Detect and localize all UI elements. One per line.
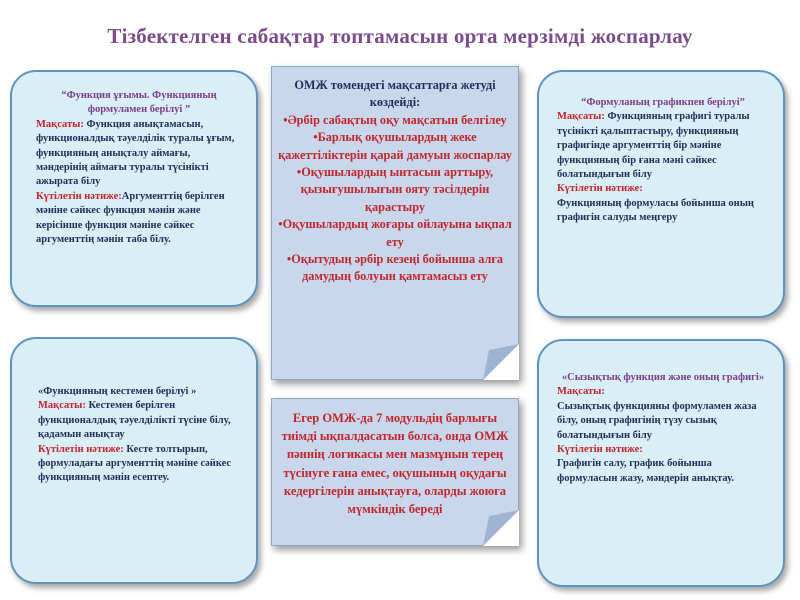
goals-note [271,66,519,380]
goal-text: Функция анықтамасын, функционалдық тәуелділік туралы ұғым, функцияның анықталу аймағы, мәндерінің аймағы туралы түсінікті ажырата білу [36,118,235,188]
integration-note [271,398,519,546]
goal-label: Мақсаты: [38,400,86,412]
goal-bullet: •Оқытудың әрбір кезеңі бойынша алға дамудың болуын қамтамасыз ету [286,252,504,284]
goal-bullet: •Барлық оқушылардың жеке қажеттіліктерін қарай дамуын жоспарлау [278,130,512,162]
goal-text: Функцияның графигі туралы түсінікті қалыптастыру, функцияның графигінде аргументтің бір мәніне функцияның бір ғана мәні сәйкес болатындығын білу [557,111,750,181]
result-text: Аргументтің берілген мәніне сәйкес функция мәнін және керісінше функция мәніне сәйкес аргументтің мәнін таба білу. [36,190,225,246]
slide-title: Тізбектелген сабақтар топтамасын орта мерзімді жоспарлау [107,24,693,48]
lesson-card-linear-function [537,339,785,587]
goal-bullet: •Оқушылардың ынтасын арттыру, қызығушылығын ояту тәсілдерін қарастыру [296,165,494,214]
goal-label: Мақсаты: [557,111,605,123]
result-label: Күтілетін нәтиже: [38,443,124,455]
card-heading: «Функцияның кестемен берілуі » [38,386,197,397]
goal-label: Мақсаты: [36,118,84,130]
result-label: Күтілетін нәтиже: [36,190,122,202]
card-heading: “Формуланың графикпен берілуі” [581,97,745,108]
page-fold-icon [483,510,519,546]
card-heading: «Сызықтық функция және оның графигі» [561,372,765,383]
result-text: Функцияның формуласы бойынша оның графигін салуды меңгеру [557,197,754,224]
goals-intro: ОМЖ төмендегі мақсаттарға жетуді көздейді: [294,78,496,110]
goal-label: Мақсаты: [557,386,605,398]
page-fold-icon [483,344,519,380]
goal-text: Сызықтық функцияны формуламен жаза білу, оның графигінің түзу сызық болатындығын білу [557,400,757,441]
goal-bullet: •Әрбір сабақтың оқу мақсатын белгілеу [283,112,507,127]
lesson-card-function-table [10,337,258,584]
goal-bullet: •Оқушылардың жоғары ойлауына ықпал ету [278,217,512,249]
result-text: Графигін салу, график бойынша формуласын жазу, мәндерін анықтау. [557,458,734,484]
card-heading: “Функция ұғымы. Функцияның формуламен берілуі ” [61,90,217,116]
goal-text: Кестемен берілген функционалдық тәуелділікті түсіне білу, қадамын анықтау [38,400,231,441]
result-text: Кесте толтырып, формуладағы аргументтің мәніне сәйкес функцияның мәнін есептеу. [38,443,232,484]
lesson-card-function-concept [10,70,258,307]
lesson-card-function-graph [537,70,785,318]
result-label: Күтілетін нәтиже: [557,444,643,456]
integration-text: Егер ОМЖ-да 7 модульдің барлығы тиімді ықпалдасатын болса, онда ОМЖ пәннің логикасы мен мазмұнын терең түсінуге ғана емес, оқушының оқудағы кедергілерін анықтауға, оларды жоюға мүмкіндік береді [281,411,509,517]
result-label: Күтілетін нәтиже: [557,183,643,195]
